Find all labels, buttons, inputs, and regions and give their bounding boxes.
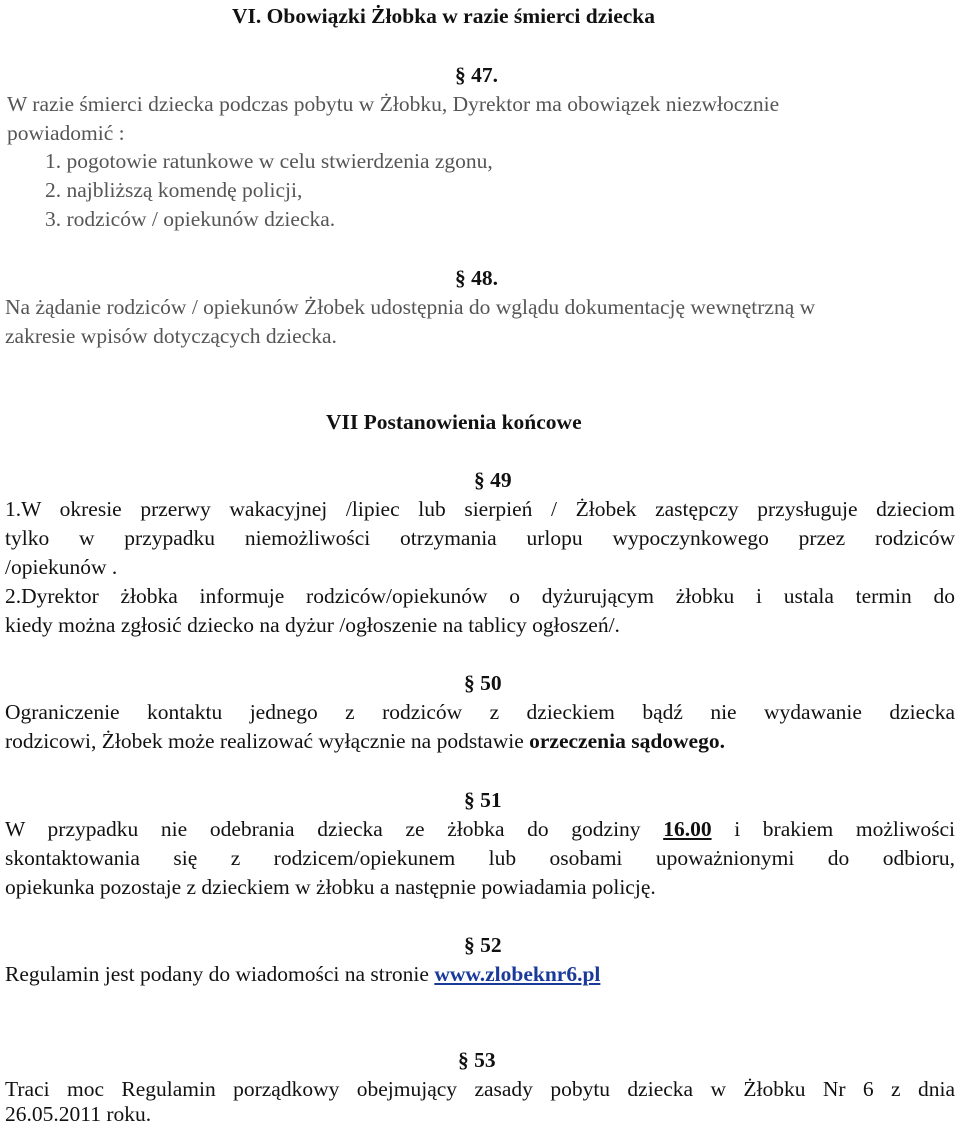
p51-line1 bbox=[5, 815, 955, 843]
paragraph-number-49: § 49 bbox=[474, 468, 512, 492]
p52-line1 bbox=[5, 960, 600, 988]
paragraph-number-53: § 53 bbox=[458, 1048, 496, 1072]
paragraph-number-52: § 52 bbox=[464, 933, 502, 957]
p47-list-item-2: 2. najbliższą komendę policji, bbox=[45, 178, 303, 202]
p51-line3: opiekunka pozostaje z dzieckiem w żłobku a następnie powiadamia policję. bbox=[5, 875, 656, 899]
p50-line2-text: rodzicowi, Żłobek może realizować wyłącznie na podstawie bbox=[5, 729, 530, 753]
section-heading-vii: VII Postanowienia końcowe bbox=[326, 410, 582, 434]
p47-list-item-3: 3. rodziców / opiekunów dziecka. bbox=[45, 207, 336, 231]
website-link[interactable]: www.zlobeknr6.pl bbox=[434, 962, 601, 986]
p50-line2 bbox=[5, 727, 725, 755]
p47-intro-line2: powiadomić : bbox=[7, 121, 125, 145]
p49-line5: kiedy można zgłosić dziecko na dyżur /ogłoszenie na tablicy ogłoszeń/. bbox=[5, 613, 620, 637]
p50-line1: Ograniczenie kontaktu jednego z rodziców z dzieckiem bądź nie wydawanie dziecka bbox=[5, 700, 955, 724]
p51-time: 16.00 bbox=[663, 817, 712, 841]
p52-line1-text: Regulamin jest podany do wiadomości na stronie bbox=[5, 962, 435, 986]
p49-line3: /opiekunów . bbox=[5, 555, 118, 579]
p53-line1: Traci moc Regulamin porządkowy obejmujący zasady pobytu dziecka w Żłobku Nr 6 z dnia bbox=[5, 1077, 955, 1101]
p53-line2: 26.05.2011 roku. bbox=[5, 1102, 152, 1126]
p48-line2: zakresie wpisów dotyczących dziecka. bbox=[5, 324, 337, 348]
p49-line2: tylko w przypadku niemożliwości otrzymania urlopu wypoczynkowego przez rodziców bbox=[5, 526, 955, 550]
p49-line4: 2.Dyrektor żłobka informuje rodziców/opiekunów o dyżurującym żłobku i ustala termin do bbox=[5, 584, 955, 608]
p49-line1: 1.W okresie przerwy wakacyjnej /lipiec lub sierpień / Żłobek zastępczy przysługuje dzieciom bbox=[5, 497, 955, 521]
paragraph-number-47: § 47. bbox=[455, 63, 498, 87]
section-heading-vi: VI. Obowiązki Żłobka w razie śmierci dziecka bbox=[232, 4, 656, 28]
p51-line1-text-c: i brakiem możliwości bbox=[711, 817, 955, 841]
p51-line1-text-a: W przypadku nie odebrania dziecka ze żłobka do godziny bbox=[5, 817, 664, 841]
p47-list-item-1: 1. pogotowie ratunkowe w celu stwierdzenia zgonu, bbox=[45, 149, 493, 173]
paragraph-number-51: § 51 bbox=[464, 788, 502, 812]
paragraph-number-48: § 48. bbox=[455, 266, 498, 290]
p50-line2-emphasis: orzeczenia sądowego. bbox=[529, 729, 725, 753]
p48-line1: Na żądanie rodziców / opiekunów Żłobek udostępnia do wglądu dokumentację wewnętrzną w bbox=[5, 295, 816, 319]
p51-line2: skontaktowania się z rodzicem/opiekunem lub osobami upoważnionymi do odbioru, bbox=[5, 846, 955, 870]
paragraph-number-50: § 50 bbox=[464, 671, 502, 695]
p47-intro-line1: W razie śmierci dziecka podczas pobytu w Żłobku, Dyrektor ma obowiązek niezwłocznie bbox=[7, 92, 780, 116]
